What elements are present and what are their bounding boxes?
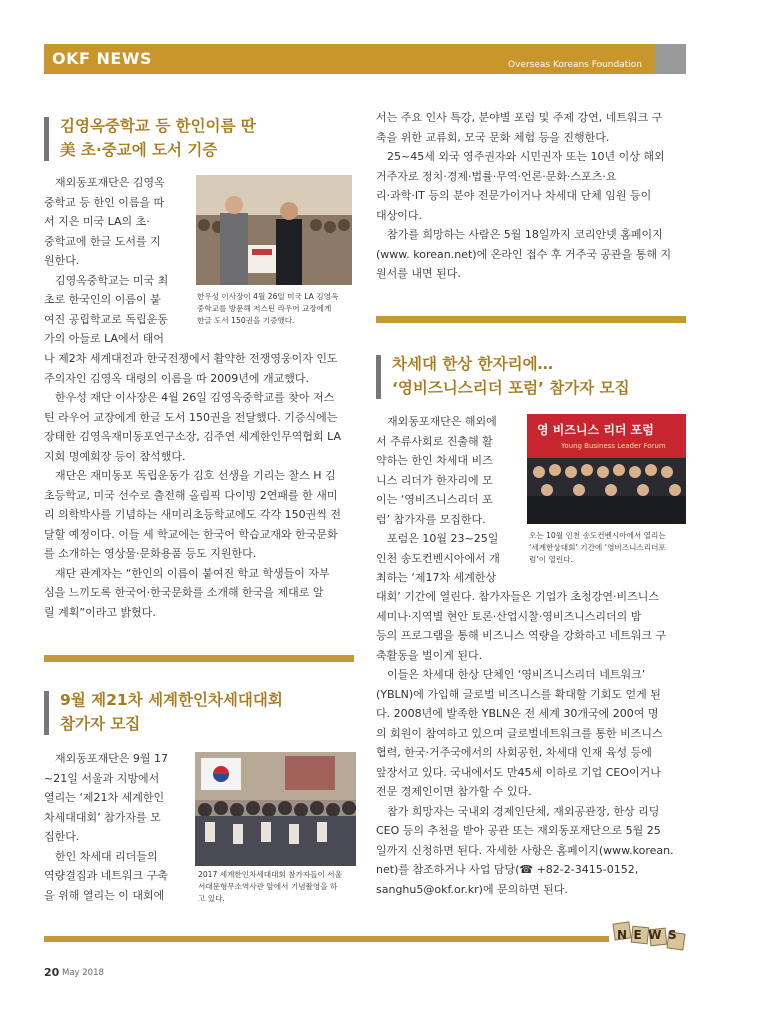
text-line: 리 의학박사를 기념하는 새미리초등학교에도 각각 150권씩 전 (44, 508, 341, 521)
text-line: 대상이다. (376, 208, 423, 222)
news-badge (612, 917, 690, 957)
text-line: 세미나·지역별 현안 토론·산업시찰·영비즈니스리더의 밤 (376, 609, 642, 623)
text-line: 김영옥중학교는 미국 최 (55, 273, 169, 287)
text-line: 집한다. (44, 830, 80, 843)
text-line: 재외동포재단은 김영옥 (55, 176, 165, 189)
text-line: 주의자인 김영옥 대령의 이름을 따 2009년에 개교했다. (44, 371, 309, 385)
text-line: 리·과학·IT 등의 분야 전문가이거나 차세대 단체 임원 등이 (376, 189, 652, 202)
text-line: 의 회원이 참여하고 있으며 글로벌네트워크를 통한 비즈니스 (376, 726, 663, 740)
foundation-name: Overseas Koreans Foundation (508, 60, 642, 70)
title-bar (376, 355, 381, 399)
article3-body (376, 587, 688, 899)
text-line: 한우성 이사장이 4월 26일 미국 LA 김영옥 (197, 292, 339, 301)
text-line: 25~45세 외국 영주권자와 시민권자 또는 10년 이상 해외 (387, 150, 665, 163)
article2-photo (195, 752, 356, 866)
issue-date: May 2018 (62, 968, 104, 978)
news-badge-text: NEWS (617, 928, 684, 942)
banner-subtitle: Young Business Leader Forum (561, 442, 666, 450)
text-line: 일까지 신청하면 된다. 자세한 사항은 홈페이지(www.korean. (376, 843, 674, 857)
text-line: 서는 주요 인사 특강, 분야별 포럼 및 주제 강연, 네트워크 구 (376, 111, 663, 124)
text-line: 원서를 내면 된다. (376, 267, 461, 280)
text-line: 심을 느끼도록 한국어·한국문화를 소개해 한국을 제대로 알 (44, 586, 324, 599)
text-line: 앞장서고 있다. 국내에서도 만45세 이하로 기업 CEO이거나 (376, 765, 661, 779)
section-title: OKF NEWS (52, 49, 152, 68)
text-line: sanghu5@okf.or.kr)에 문의하면 된다. (376, 882, 568, 896)
text-line: 포럼은 10월 23~25일 (387, 532, 499, 545)
text-line: 초로 한국인의 이름이 붙 (44, 293, 161, 306)
text-line: 역량결집과 네트워크 구축 (44, 869, 168, 882)
text-line: 한글 도서 150권을 기증했다. (197, 316, 295, 325)
text-line: ~21일 서울과 지방에서 (44, 771, 160, 785)
text-line: 참가 희망자는 국내외 경제인단체, 재외공관장, 한상 리딩 (387, 804, 660, 818)
text-line: 전문 경제인이면 참가할 수 있다. (376, 785, 532, 798)
section-divider (44, 655, 354, 662)
text-line: 가의 아들로 LA에서 태어 (44, 332, 165, 345)
text-line: 차세대대회’ 참가자를 모 (44, 810, 161, 824)
article3-title: 차세대 한상 한자리에… ‘영비즈니스리더 포럼’ 참가자 모집 (392, 355, 630, 397)
text-line: 오는 10월 인천 송도컨벤시아에서 열리는 (529, 531, 666, 540)
article2-wrap-text (44, 749, 184, 905)
text-line: 여진 공립학교로 독립운동 (44, 312, 168, 326)
text-line: 협력, 한국·거주국에서의 사회공헌, 차세대 인재 육성 등에 (376, 746, 652, 759)
banner-title: 영 비즈니스 리더 포럼 (537, 423, 654, 437)
text-line: (YBLN)에 가입해 글로벌 비즈니스를 확대할 기회도 얻게 된 (376, 687, 661, 701)
text-line: 중학교를 방문해 저스틴 라우어 교장에게 (197, 304, 332, 313)
text-line: 나 제2차 세계대전과 한국전쟁에서 활약한 전쟁영웅이자 인도 (44, 352, 338, 365)
text-line: 재단 관계자는 “한인의 이름이 붙여진 학교 학생들이 자부 (55, 566, 330, 580)
text-line: 이들은 차세대 한상 단체인 ‘영비즈니스리더 네트워크’ (387, 668, 646, 681)
text-line: CEO 등의 추천을 받아 공관 또는 재외동포재단으로 5월 25 (376, 824, 661, 837)
text-line: net)를 참조하거나 사업 담당(☎ +82-2-3415-0152, (376, 863, 639, 876)
text-line: 축을 위한 교류회, 모국 문화 체험 등을 진행한다. (376, 130, 610, 144)
page-number: 20 (44, 966, 60, 979)
text-line: 중학교에 한글 도서를 지 (44, 234, 161, 248)
text-line: ‘세계한상대회’ 기간에 ‘영비즈니스리더포 (529, 543, 666, 552)
article1-photo-caption (197, 291, 357, 327)
text-line: 을 위해 열리는 이 대회에 (44, 888, 165, 902)
article3-photo (527, 414, 686, 524)
text-line: 중학교 등 한인 이름을 따 (44, 195, 165, 209)
text-line: 장태한 김영옥재미동포연구소장, 김주연 세계한인무역협회 LA (44, 430, 342, 443)
article1-photo (196, 175, 352, 285)
text-line: 초등학교, 미국 선수로 출전해 올림픽 다이빙 2연패를 한 새미 (44, 488, 338, 502)
text-line: 재외동포재단은 9월 17 (55, 752, 168, 765)
article2-continued-body (376, 108, 688, 284)
header-gray-block (655, 44, 686, 74)
text-line: 릴 계획”이라고 밝혔다. (44, 605, 156, 619)
text-line: 달할 예정이다. 이들 세 학교에는 한국어 학습교재와 한국문화 (44, 527, 338, 541)
text-line: 니스 리더가 한자리에 모 (376, 473, 493, 487)
text-line: 를 소개하는 영상물·문화용품 등도 지원한다. (44, 547, 257, 560)
text-line: 다. 2008년에 발족한 YBLN은 전 세계 30개국에 200여 명 (376, 707, 659, 720)
text-line: 축활동을 벌이게 된다. (376, 648, 483, 662)
text-line: 거주자로 정치·경제·법률·무역·언론·문화·스포츠·요 (376, 169, 617, 183)
text-line: 재외동포재단은 해외에 (387, 415, 497, 428)
article1-body (44, 349, 356, 622)
text-line: 서 지은 미국 LA의 초· (44, 215, 150, 228)
article3-photo-caption (529, 530, 689, 566)
text-line: 열리는 ‘제21차 세계한인 (44, 791, 165, 804)
text-line: 고 있다. (198, 894, 225, 903)
text-line: 한우성 재단 이사장은 4월 26일 김영옥중학교를 찾아 저스 (55, 391, 335, 404)
title-bar (44, 117, 49, 161)
text-line: 럼’이 열린다. (529, 555, 573, 564)
text-line: 지회 명예회장 등이 참석했다. (44, 449, 186, 463)
article3-wrap-text (376, 412, 516, 588)
section-divider (376, 316, 686, 323)
title-bar (44, 691, 49, 735)
text-line: 틴 라우어 교장에게 한글 도서 150권을 전달했다. 기증식에는 (44, 410, 338, 424)
text-line: 재단은 재미동포 독립운동가 김호 선생을 기리는 찰스 H 김 (55, 469, 336, 482)
text-line: 최하는 ‘제17차 세계한상 (376, 571, 497, 584)
footer-line (44, 936, 609, 942)
text-line: 대회’ 기간에 열린다. 참가자들은 기업가 초청강연·비즈니스 (376, 590, 659, 603)
text-line: 럼’ 참가자를 모집한다. (376, 512, 486, 526)
text-line: 원한다. (44, 254, 80, 267)
text-line: 약하는 한인 차세대 비즈 (376, 454, 493, 467)
text-line: (www. korean.net)에 온라인 접수 후 거주국 공관을 통해 지 (376, 247, 672, 261)
text-line: 이는 ‘영비즈니스리더 포 (376, 493, 493, 506)
text-line: 참가를 희망하는 사람은 5월 18일까지 코리안넷 홈페이지 (387, 228, 663, 241)
text-line: 등의 프로그램을 통해 비즈니스 역량을 강화하고 네트워크 구 (376, 629, 667, 642)
text-line: 한인 차세대 리더들의 (55, 849, 158, 863)
text-line: 서 주류사회로 진출해 활 (376, 434, 493, 448)
article2-photo-caption (198, 869, 358, 905)
text-line: 서대문형무소역사관 앞에서 기념촬영을 하 (198, 882, 338, 891)
text-line: 인천 송도컨벤시아에서 개 (376, 551, 500, 565)
article1-wrap-text (44, 173, 184, 349)
text-line: 2017 세계한인차세대대회 참가자들이 서울 (198, 870, 342, 879)
article2-title: 9월 제21차 세계한인차세대대회 참가자 모집 (60, 691, 283, 733)
article1-title: 김영옥중학교 등 한인이름 딴 美 초·중교에 도서 기증 (60, 117, 256, 159)
